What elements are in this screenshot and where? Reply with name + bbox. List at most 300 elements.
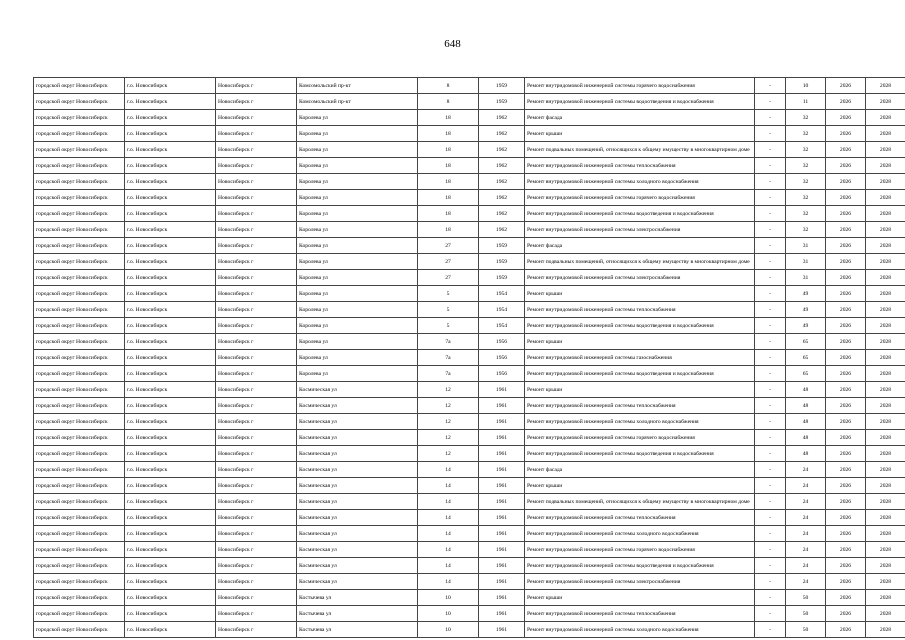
street-cell: Королева ул <box>297 286 418 302</box>
amount-cell: 48 <box>786 430 826 446</box>
city-cell: Новосибирск г <box>216 206 297 222</box>
house-number-cell: 10 <box>418 622 479 638</box>
start-year-cell: 2026 <box>826 94 866 110</box>
end-year-cell: 2028 <box>866 110 905 126</box>
street-cell: Космическая ул <box>297 398 418 414</box>
dash-cell: - <box>755 574 786 590</box>
year-built-cell: 1961 <box>479 542 525 558</box>
work-type-cell: Ремонт внутридомовой инженерной системы водоотведения и водоснабжения <box>525 366 755 382</box>
start-year-cell: 2026 <box>826 270 866 286</box>
year-built-cell: 1961 <box>479 414 525 430</box>
table-row <box>34 430 905 446</box>
table-row <box>34 558 905 574</box>
table-row <box>34 622 905 638</box>
end-year-cell: 2028 <box>866 414 905 430</box>
year-built-cell: 1961 <box>479 526 525 542</box>
municipality-cell: городской округ Новосибирск <box>34 286 125 302</box>
city-cell: Новосибирск г <box>216 430 297 446</box>
year-built-cell: 1962 <box>479 126 525 142</box>
table-row <box>34 462 905 478</box>
municipality-cell: городской округ Новосибирск <box>34 430 125 446</box>
dash-cell: - <box>755 254 786 270</box>
work-type-cell: Ремонт подвальных помещений, относящихся к общему имуществу в многоквартирном доме <box>525 254 755 270</box>
municipality-cell: городской округ Новосибирск <box>34 174 125 190</box>
district-cell: г.о. Новосибирск <box>125 302 216 318</box>
city-cell: Новосибирск г <box>216 590 297 606</box>
amount-cell: 24 <box>786 494 826 510</box>
work-type-cell: Ремонт крыши <box>525 478 755 494</box>
city-cell: Новосибирск г <box>216 574 297 590</box>
dash-cell: - <box>755 446 786 462</box>
municipality-cell: городской округ Новосибирск <box>34 78 125 94</box>
amount-cell: 65 <box>786 334 826 350</box>
city-cell: Новосибирск г <box>216 94 297 110</box>
repair-program-table <box>33 77 905 638</box>
house-number-cell: 8 <box>418 78 479 94</box>
amount-cell: 50 <box>786 622 826 638</box>
table-row <box>34 334 905 350</box>
work-type-cell: Ремонт внутридомовой инженерной системы газоснабжения <box>525 350 755 366</box>
street-cell: Королева ул <box>297 302 418 318</box>
house-number-cell: 18 <box>418 190 479 206</box>
street-cell: Королева ул <box>297 350 418 366</box>
start-year-cell: 2026 <box>826 478 866 494</box>
amount-cell: 32 <box>786 206 826 222</box>
municipality-cell: городской округ Новосибирск <box>34 350 125 366</box>
end-year-cell: 2028 <box>866 510 905 526</box>
amount-cell: 48 <box>786 414 826 430</box>
municipality-cell: городской округ Новосибирск <box>34 606 125 622</box>
house-number-cell: 12 <box>418 398 479 414</box>
end-year-cell: 2028 <box>866 382 905 398</box>
end-year-cell: 2028 <box>866 334 905 350</box>
district-cell: г.о. Новосибирск <box>125 286 216 302</box>
amount-cell: 31 <box>786 254 826 270</box>
amount-cell: 32 <box>786 126 826 142</box>
city-cell: Новосибирск г <box>216 318 297 334</box>
amount-cell: 48 <box>786 382 826 398</box>
district-cell: г.о. Новосибирск <box>125 334 216 350</box>
table-row <box>34 526 905 542</box>
table-row <box>34 350 905 366</box>
district-cell: г.о. Новосибирск <box>125 526 216 542</box>
house-number-cell: 5 <box>418 318 479 334</box>
work-type-cell: Ремонт внутридомовой инженерной системы горячего водоснабжения <box>525 542 755 558</box>
start-year-cell: 2026 <box>826 78 866 94</box>
year-built-cell: 1962 <box>479 222 525 238</box>
municipality-cell: городской округ Новосибирск <box>34 622 125 638</box>
district-cell: г.о. Новосибирск <box>125 622 216 638</box>
amount-cell: 49 <box>786 318 826 334</box>
district-cell: г.о. Новосибирск <box>125 270 216 286</box>
city-cell: Новосибирск г <box>216 462 297 478</box>
district-cell: г.о. Новосибирск <box>125 318 216 334</box>
amount-cell: 24 <box>786 462 826 478</box>
municipality-cell: городской округ Новосибирск <box>34 334 125 350</box>
municipality-cell: городской округ Новосибирск <box>34 446 125 462</box>
street-cell: Космическая ул <box>297 430 418 446</box>
work-type-cell: Ремонт фасада <box>525 110 755 126</box>
end-year-cell: 2028 <box>866 254 905 270</box>
start-year-cell: 2026 <box>826 110 866 126</box>
city-cell: Новосибирск г <box>216 286 297 302</box>
house-number-cell: 14 <box>418 510 479 526</box>
house-number-cell: 10 <box>418 590 479 606</box>
municipality-cell: городской округ Новосибирск <box>34 206 125 222</box>
amount-cell: 24 <box>786 542 826 558</box>
work-type-cell: Ремонт внутридомовой инженерной системы водоотведения и водоснабжения <box>525 94 755 110</box>
street-cell: Космическая ул <box>297 558 418 574</box>
house-number-cell: 14 <box>418 526 479 542</box>
work-type-cell: Ремонт внутридомовой инженерной системы электроснабжения <box>525 574 755 590</box>
table-row <box>34 606 905 622</box>
municipality-cell: городской округ Новосибирск <box>34 542 125 558</box>
table-row <box>34 238 905 254</box>
amount-cell: 31 <box>786 270 826 286</box>
dash-cell: - <box>755 94 786 110</box>
work-type-cell: Ремонт внутридомовой инженерной системы электроснабжения <box>525 270 755 286</box>
table-row <box>34 270 905 286</box>
end-year-cell: 2028 <box>866 318 905 334</box>
amount-cell: 65 <box>786 350 826 366</box>
municipality-cell: городской округ Новосибирск <box>34 366 125 382</box>
city-cell: Новосибирск г <box>216 190 297 206</box>
work-type-cell: Ремонт подвальных помещений, относящихся к общему имуществу в многоквартирном доме <box>525 142 755 158</box>
work-type-cell: Ремонт крыши <box>525 334 755 350</box>
year-built-cell: 1962 <box>479 110 525 126</box>
dash-cell: - <box>755 318 786 334</box>
district-cell: г.о. Новосибирск <box>125 142 216 158</box>
year-built-cell: 1954 <box>479 318 525 334</box>
work-type-cell: Ремонт внутридомовой инженерной системы водоотведения и водоснабжения <box>525 558 755 574</box>
dash-cell: - <box>755 414 786 430</box>
street-cell: Королева ул <box>297 334 418 350</box>
start-year-cell: 2026 <box>826 574 866 590</box>
year-built-cell: 1961 <box>479 446 525 462</box>
house-number-cell: 18 <box>418 142 479 158</box>
table-row <box>34 110 905 126</box>
amount-cell: 65 <box>786 366 826 382</box>
dash-cell: - <box>755 398 786 414</box>
district-cell: г.о. Новосибирск <box>125 494 216 510</box>
house-number-cell: 7а <box>418 366 479 382</box>
district-cell: г.о. Новосибирск <box>125 158 216 174</box>
dash-cell: - <box>755 478 786 494</box>
district-cell: г.о. Новосибирск <box>125 126 216 142</box>
street-cell: Комсомольский пр-кт <box>297 78 418 94</box>
street-cell: Королева ул <box>297 270 418 286</box>
street-cell: Королева ул <box>297 126 418 142</box>
district-cell: г.о. Новосибирск <box>125 366 216 382</box>
municipality-cell: городской округ Новосибирск <box>34 142 125 158</box>
house-number-cell: 27 <box>418 238 479 254</box>
start-year-cell: 2026 <box>826 254 866 270</box>
end-year-cell: 2028 <box>866 542 905 558</box>
end-year-cell: 2028 <box>866 606 905 622</box>
start-year-cell: 2026 <box>826 558 866 574</box>
work-type-cell: Ремонт подвальных помещений, относящихся к общему имуществу в многоквартирном доме <box>525 494 755 510</box>
house-number-cell: 14 <box>418 494 479 510</box>
end-year-cell: 2028 <box>866 270 905 286</box>
table-row <box>34 574 905 590</box>
city-cell: Новосибирск г <box>216 110 297 126</box>
district-cell: г.о. Новосибирск <box>125 110 216 126</box>
house-number-cell: 7а <box>418 334 479 350</box>
start-year-cell: 2026 <box>826 286 866 302</box>
house-number-cell: 18 <box>418 222 479 238</box>
house-number-cell: 14 <box>418 558 479 574</box>
municipality-cell: городской округ Новосибирск <box>34 510 125 526</box>
year-built-cell: 1961 <box>479 590 525 606</box>
end-year-cell: 2028 <box>866 430 905 446</box>
city-cell: Новосибирск г <box>216 558 297 574</box>
municipality-cell: городской округ Новосибирск <box>34 526 125 542</box>
amount-cell: 24 <box>786 574 826 590</box>
work-type-cell: Ремонт внутридомовой инженерной системы теплоснабжения <box>525 510 755 526</box>
table-row <box>34 494 905 510</box>
work-type-cell: Ремонт внутридомовой инженерной системы холодного водоснабжения <box>525 174 755 190</box>
district-cell: г.о. Новосибирск <box>125 222 216 238</box>
year-built-cell: 1962 <box>479 206 525 222</box>
municipality-cell: городской округ Новосибирск <box>34 574 125 590</box>
city-cell: Новосибирск г <box>216 478 297 494</box>
work-type-cell: Ремонт внутридомовой инженерной системы теплоснабжения <box>525 398 755 414</box>
house-number-cell: 18 <box>418 206 479 222</box>
district-cell: г.о. Новосибирск <box>125 414 216 430</box>
street-cell: Космическая ул <box>297 494 418 510</box>
dash-cell: - <box>755 494 786 510</box>
district-cell: г.о. Новосибирск <box>125 206 216 222</box>
amount-cell: 24 <box>786 526 826 542</box>
municipality-cell: городской округ Новосибирск <box>34 222 125 238</box>
start-year-cell: 2026 <box>826 350 866 366</box>
municipality-cell: городской округ Новосибирск <box>34 478 125 494</box>
municipality-cell: городской округ Новосибирск <box>34 238 125 254</box>
house-number-cell: 5 <box>418 302 479 318</box>
start-year-cell: 2026 <box>826 414 866 430</box>
district-cell: г.о. Новосибирск <box>125 94 216 110</box>
amount-cell: 32 <box>786 190 826 206</box>
city-cell: Новосибирск г <box>216 350 297 366</box>
end-year-cell: 2028 <box>866 526 905 542</box>
house-number-cell: 12 <box>418 430 479 446</box>
start-year-cell: 2026 <box>826 334 866 350</box>
dash-cell: - <box>755 350 786 366</box>
city-cell: Новосибирск г <box>216 254 297 270</box>
start-year-cell: 2026 <box>826 398 866 414</box>
municipality-cell: городской округ Новосибирск <box>34 398 125 414</box>
municipality-cell: городской округ Новосибирск <box>34 302 125 318</box>
start-year-cell: 2026 <box>826 318 866 334</box>
city-cell: Новосибирск г <box>216 382 297 398</box>
house-number-cell: 18 <box>418 174 479 190</box>
end-year-cell: 2028 <box>866 94 905 110</box>
city-cell: Новосибирск г <box>216 446 297 462</box>
work-type-cell: Ремонт внутридомовой инженерной системы теплоснабжения <box>525 606 755 622</box>
end-year-cell: 2028 <box>866 158 905 174</box>
municipality-cell: городской округ Новосибирск <box>34 270 125 286</box>
year-built-cell: 1961 <box>479 510 525 526</box>
street-cell: Королева ул <box>297 206 418 222</box>
city-cell: Новосибирск г <box>216 270 297 286</box>
table-row <box>34 398 905 414</box>
work-type-cell: Ремонт внутридомовой инженерной системы холодного водоснабжения <box>525 526 755 542</box>
start-year-cell: 2026 <box>826 222 866 238</box>
city-cell: Новосибирск г <box>216 334 297 350</box>
year-built-cell: 1961 <box>479 462 525 478</box>
work-type-cell: Ремонт внутридомовой инженерной системы водоотведения и водоснабжения <box>525 446 755 462</box>
street-cell: Королева ул <box>297 254 418 270</box>
street-cell: Костычева ул <box>297 606 418 622</box>
district-cell: г.о. Новосибирск <box>125 590 216 606</box>
street-cell: Королева ул <box>297 174 418 190</box>
start-year-cell: 2026 <box>826 526 866 542</box>
house-number-cell: 12 <box>418 446 479 462</box>
table-row <box>34 542 905 558</box>
start-year-cell: 2026 <box>826 606 866 622</box>
start-year-cell: 2026 <box>826 142 866 158</box>
dash-cell: - <box>755 174 786 190</box>
start-year-cell: 2026 <box>826 302 866 318</box>
table-row <box>34 366 905 382</box>
end-year-cell: 2028 <box>866 222 905 238</box>
dash-cell: - <box>755 622 786 638</box>
city-cell: Новосибирск г <box>216 174 297 190</box>
end-year-cell: 2028 <box>866 398 905 414</box>
start-year-cell: 2026 <box>826 238 866 254</box>
table-row <box>34 190 905 206</box>
table-row <box>34 158 905 174</box>
amount-cell: 32 <box>786 158 826 174</box>
municipality-cell: городской округ Новосибирск <box>34 190 125 206</box>
amount-cell: 32 <box>786 142 826 158</box>
work-type-cell: Ремонт внутридомовой инженерной системы теплоснабжения <box>525 302 755 318</box>
city-cell: Новосибирск г <box>216 126 297 142</box>
street-cell: Королева ул <box>297 142 418 158</box>
year-built-cell: 1962 <box>479 190 525 206</box>
year-built-cell: 1961 <box>479 494 525 510</box>
amount-cell: 48 <box>786 398 826 414</box>
dash-cell: - <box>755 142 786 158</box>
district-cell: г.о. Новосибирск <box>125 398 216 414</box>
table-row <box>34 94 905 110</box>
street-cell: Космическая ул <box>297 462 418 478</box>
dash-cell: - <box>755 526 786 542</box>
dash-cell: - <box>755 590 786 606</box>
work-type-cell: Ремонт внутридомовой инженерной системы теплоснабжения <box>525 158 755 174</box>
work-type-cell: Ремонт крыши <box>525 590 755 606</box>
end-year-cell: 2028 <box>866 206 905 222</box>
start-year-cell: 2026 <box>826 206 866 222</box>
city-cell: Новосибирск г <box>216 494 297 510</box>
street-cell: Космическая ул <box>297 446 418 462</box>
work-type-cell: Ремонт внутридомовой инженерной системы водоотведения и водоснабжения <box>525 318 755 334</box>
start-year-cell: 2026 <box>826 462 866 478</box>
work-type-cell: Ремонт крыши <box>525 286 755 302</box>
street-cell: Королева ул <box>297 110 418 126</box>
start-year-cell: 2026 <box>826 382 866 398</box>
page-number: 648 <box>444 38 461 50</box>
amount-cell: 50 <box>786 606 826 622</box>
end-year-cell: 2028 <box>866 126 905 142</box>
dash-cell: - <box>755 190 786 206</box>
street-cell: Королева ул <box>297 318 418 334</box>
end-year-cell: 2028 <box>866 446 905 462</box>
house-number-cell: 10 <box>418 606 479 622</box>
work-type-cell: Ремонт фасада <box>525 462 755 478</box>
end-year-cell: 2028 <box>866 350 905 366</box>
city-cell: Новосибирск г <box>216 78 297 94</box>
amount-cell: 48 <box>786 446 826 462</box>
municipality-cell: городской округ Новосибирск <box>34 494 125 510</box>
start-year-cell: 2026 <box>826 510 866 526</box>
start-year-cell: 2026 <box>826 494 866 510</box>
house-number-cell: 14 <box>418 478 479 494</box>
table-row <box>34 174 905 190</box>
end-year-cell: 2028 <box>866 302 905 318</box>
house-number-cell: 5 <box>418 286 479 302</box>
district-cell: г.о. Новосибирск <box>125 174 216 190</box>
year-built-cell: 1961 <box>479 606 525 622</box>
year-built-cell: 1961 <box>479 382 525 398</box>
table-row <box>34 414 905 430</box>
end-year-cell: 2028 <box>866 494 905 510</box>
amount-cell: 50 <box>786 590 826 606</box>
amount-cell: 32 <box>786 174 826 190</box>
dash-cell: - <box>755 606 786 622</box>
amount-cell: 10 <box>786 78 826 94</box>
table-row <box>34 446 905 462</box>
district-cell: г.о. Новосибирск <box>125 574 216 590</box>
year-built-cell: 1959 <box>479 78 525 94</box>
end-year-cell: 2028 <box>866 478 905 494</box>
year-built-cell: 1962 <box>479 174 525 190</box>
district-cell: г.о. Новосибирск <box>125 430 216 446</box>
city-cell: Новосибирск г <box>216 622 297 638</box>
dash-cell: - <box>755 462 786 478</box>
city-cell: Новосибирск г <box>216 606 297 622</box>
city-cell: Новосибирск г <box>216 542 297 558</box>
street-cell: Королева ул <box>297 222 418 238</box>
table-row <box>34 222 905 238</box>
dash-cell: - <box>755 286 786 302</box>
table-row <box>34 510 905 526</box>
dash-cell: - <box>755 558 786 574</box>
street-cell: Космическая ул <box>297 574 418 590</box>
district-cell: г.о. Новосибирск <box>125 510 216 526</box>
municipality-cell: городской округ Новосибирск <box>34 254 125 270</box>
table-row <box>34 382 905 398</box>
city-cell: Новосибирск г <box>216 366 297 382</box>
start-year-cell: 2026 <box>826 366 866 382</box>
year-built-cell: 1961 <box>479 478 525 494</box>
municipality-cell: городской округ Новосибирск <box>34 126 125 142</box>
house-number-cell: 27 <box>418 254 479 270</box>
end-year-cell: 2028 <box>866 558 905 574</box>
city-cell: Новосибирск г <box>216 398 297 414</box>
district-cell: г.о. Новосибирск <box>125 606 216 622</box>
start-year-cell: 2026 <box>826 446 866 462</box>
work-type-cell: Ремонт внутридомовой инженерной системы горячего водоснабжения <box>525 190 755 206</box>
end-year-cell: 2028 <box>866 590 905 606</box>
work-type-cell: Ремонт внутридомовой инженерной системы холодного водоснабжения <box>525 622 755 638</box>
street-cell: Королева ул <box>297 158 418 174</box>
year-built-cell: 1962 <box>479 142 525 158</box>
table-row <box>34 590 905 606</box>
end-year-cell: 2028 <box>866 190 905 206</box>
municipality-cell: городской округ Новосибирск <box>34 590 125 606</box>
house-number-cell: 12 <box>418 414 479 430</box>
